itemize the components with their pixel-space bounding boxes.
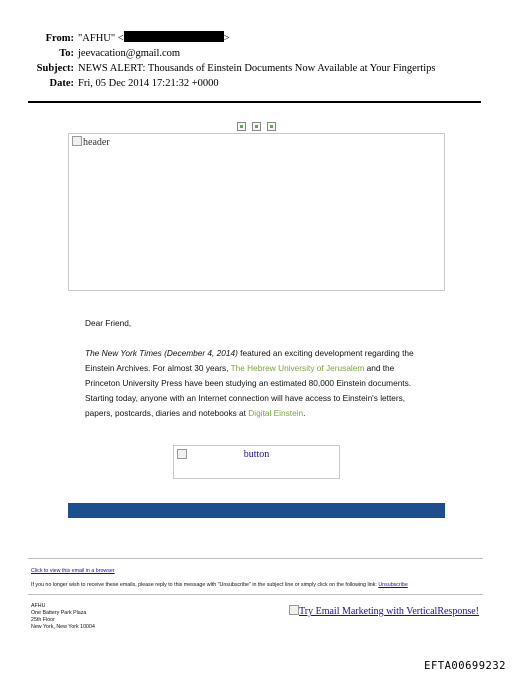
address-line: AFHU xyxy=(31,603,46,609)
redaction-box xyxy=(124,31,224,42)
digital-einstein-link[interactable]: Digital Einstein xyxy=(248,408,304,418)
unsubscribe-line xyxy=(31,582,408,589)
from-name: "AFHU" < xyxy=(78,33,124,44)
header-image-alt: header xyxy=(83,137,110,148)
cta-button-image[interactable] xyxy=(173,445,340,479)
footer-divider-bottom xyxy=(28,594,483,595)
from-value xyxy=(78,31,230,46)
subject-row xyxy=(0,61,512,76)
subject-label: Subject: xyxy=(36,63,74,74)
to-label: To: xyxy=(59,48,74,59)
greeting: Dear Friend, xyxy=(85,318,132,328)
subject-value: NEWS ALERT: Thousands of Einstein Documents Now Available at Your Fingertips xyxy=(78,63,436,74)
view-in-browser-link[interactable]: Click to view this email in a browser xyxy=(31,568,115,574)
body-paragraph xyxy=(85,346,430,421)
para-text-3: . xyxy=(303,408,306,418)
email-header xyxy=(0,31,512,91)
from-close: > xyxy=(223,33,230,44)
date-row xyxy=(0,76,512,91)
document-id: EFTA00699232 xyxy=(424,660,506,672)
footer-color-bar xyxy=(68,503,445,518)
broken-image-icon[interactable] xyxy=(237,122,246,131)
to-row xyxy=(0,46,512,61)
address-line: New York, New York 10004 xyxy=(31,624,95,630)
to-value: jeevacation@gmail.com xyxy=(78,48,181,59)
address-line: One Battery Park Plaza xyxy=(31,610,87,616)
broken-image-icon xyxy=(289,605,299,615)
broken-image-icon[interactable] xyxy=(267,122,276,131)
para-text-2: and the Princeton University Press have been studying an estimated 80,000 Einstein documents. Starting today, anyone with an Internet connection will have access to Einstein's letters, papers, postcards, diaries and notebooks at xyxy=(85,363,412,418)
from-label: From: xyxy=(45,33,74,44)
header-image xyxy=(68,133,445,291)
para-text-1: featured an exciting development regarding the Einstein Archives. For almost 30 years, xyxy=(85,348,414,373)
address-line: 25th Floor xyxy=(31,617,55,623)
source-citation: The New York Times (December 4, 2014) xyxy=(85,348,238,358)
vr-badge-text[interactable]: Try Email Marketing with VerticalResponse! xyxy=(299,606,479,617)
mailing-address xyxy=(31,603,95,631)
date-label: Date: xyxy=(49,78,74,89)
broken-image-icon[interactable] xyxy=(252,122,261,131)
from-row xyxy=(0,31,512,46)
hebrew-university-link[interactable]: The Hebrew University of Jerusalem xyxy=(230,363,365,373)
date-value: Fri, 05 Dec 2014 17:21:32 +0000 xyxy=(78,78,219,89)
cta-button-label[interactable]: button xyxy=(243,449,270,460)
footer-divider-top xyxy=(28,558,483,559)
header-divider xyxy=(28,101,481,103)
broken-image-icon xyxy=(72,136,82,146)
verticalresponse-badge-link[interactable] xyxy=(289,605,479,617)
unsubscribe-text: If you no longer wish to receive these emails, please reply to this message with "Unsubscribe" in the subject line or simply click on the following link: xyxy=(31,582,379,588)
unsubscribe-link[interactable]: Unsubscribe xyxy=(378,582,408,588)
